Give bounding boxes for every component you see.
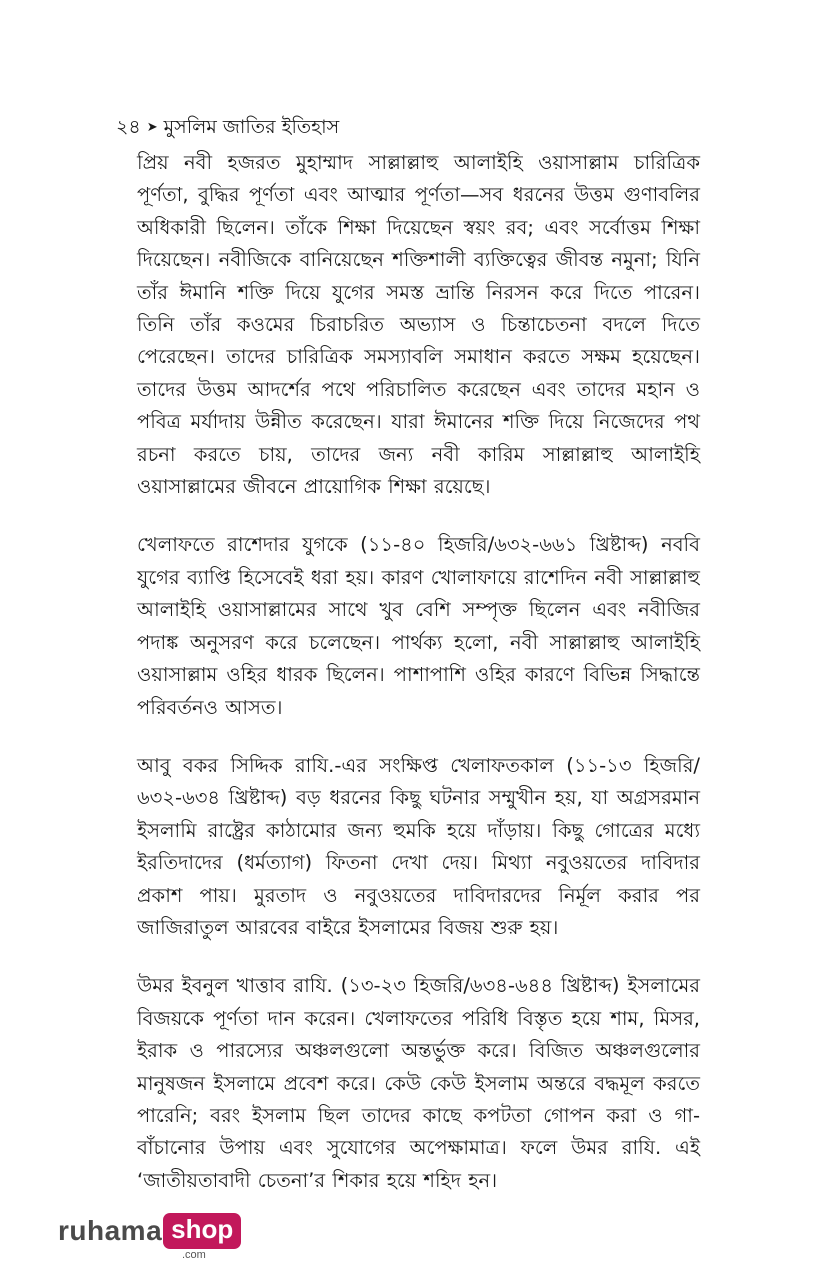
paragraph: আবু বকর সিদ্দিক রাযি.-এর সংক্ষিপ্ত খেলাফতকাল (১১-১৩ হিজরি/৬৩২-৬৩৪ খ্রিষ্টাব্দ) বড় ধরনের কিছু ঘটনার সম্মুখীন হয়, যা অগ্রসরমান ইসলামি রাষ্ট্রের কাঠামোর জন্য হুমকি হয়ে দাঁড়ায়। কিছু গোত্রের মধ্যে ইরতিদাদের (ধর্মত্যাগ) ফিতনা দেখা দেয়। মিথ্যা নবুওয়তের দাবিদার প্রকাশ পায়। মুরতাদ ও নবুওয়তের দাবিদারদের নির্মূল করার পর জাজিরাতুল আরবের বাইরে ইসলামের বিজয় শুরু হয়।	[137, 753, 700, 939]
book-title: মুসলিম জাতির ইতিহাস	[163, 116, 340, 138]
paragraph: উমর ইবনুল খাত্তাব রাযি. (১৩-২৩ হিজরি/৬৩৪-৬৪৪ খ্রিষ্টাব্দ) ইসলামের বিজয়কে পূর্ণতা দান করেন। খেলাফতের পরিধি বিস্তৃত হয়ে শাম, মিসর, ইরাক ও পারস্যের অঞ্চলগুলো অন্তর্ভুক্ত করে। বিজিত অঞ্চলগুলোর মানুষজন ইসলামে প্রবেশ করে। কেউ কেউ ইসলাম অন্তরে বদ্ধমূল করতে পারেনি; বরং ইসলাম ছিল তাদের কাছে কপটতা গোপন করা ও গা-বাঁচানোর উপায় এবং সুযোগের অপেক্ষামাত্র। ফলে উমর রাযি. এই ‘জাতীয়তাবাদী চেতনা’র শিকার হয়ে শহিদ হন।	[137, 974, 700, 1192]
logo-text-shop: shop	[163, 1213, 241, 1249]
paragraph: খেলাফতে রাশেদার যুগকে (১১-৪০ হিজরি/৬৩২-৬৬১ খ্রিষ্টাব্দ) নববি যুগের ব্যাপ্তি হিসেবেই ধরা হয়। কারণ খোলাফায়ে রাশেদিন নবী সাল্লাল্লাহু আলাইহি ওয়াসাল্লামের সাথে খুব বেশি সম্পৃক্ত ছিলেন এবং নবীজির পদাঙ্ক অনুসরণ করে চলেছেন। পার্থক্য হলো, নবী সাল্লাল্লাহু আলাইহি ওয়াসাল্লাম ওহির ধারক ছিলেন। পাশাপাশি ওহির কারণে বিভিন্ন সিদ্ধান্তে পরিবর্তনও আসত।	[137, 533, 700, 719]
page-body	[137, 147, 700, 1197]
page-number: ২৪	[116, 116, 141, 138]
watermark-logo	[58, 1213, 241, 1261]
arrow-icon: ➤	[146, 120, 158, 135]
paragraph: প্রিয় নবী হজরত মুহাম্মাদ সাল্লাল্লাহু আলাইহি ওয়াসাল্লাম চারিত্রিক পূর্ণতা, বুদ্ধির পূর্ণতা এবং আত্মার পূর্ণতা—সব ধরনের উত্তম গুণাবলির অধিকারী ছিলেন। তাঁকে শিক্ষা দিয়েছেন স্বয়ং রব; এবং সর্বোত্তম শিক্ষা দিয়েছেন। নবীজিকে বানিয়েছেন শক্তিশালী ব্যক্তিত্বের জীবন্ত নমুনা; যিনি তাঁর ঈমানি শক্তি দিয়ে যুগের সমস্ত ভ্রান্তি নিরসন করে দিতে পারেন। তিনি তাঁর কওমের চিরাচরিত অভ্যাস ও চিন্তাচেতনা বদলে দিতে পেরেছেন। তাদের চারিত্রিক সমস্যাবলি সমাধান করতে সক্ষম হয়েছেন। তাদের উত্তম আদর্শের পথে পরিচালিত করেছেন এবং তাদের মহান ও পবিত্র মর্যাদায় উন্নীত করেছেন। যারা ঈমানের শক্তি দিয়ে নিজেদের পথ রচনা করতে চায়, তাদের জন্য নবী কারিম সাল্লাল্লাহু আলাইহি ওয়াসাল্লামের জীবনে প্রায়োগিক শিক্ষা রয়েছে।	[137, 151, 700, 499]
logo-text-domain: .com	[182, 1249, 206, 1261]
running-header	[116, 114, 339, 141]
logo-text-ruhama: ruhama	[58, 1215, 163, 1246]
